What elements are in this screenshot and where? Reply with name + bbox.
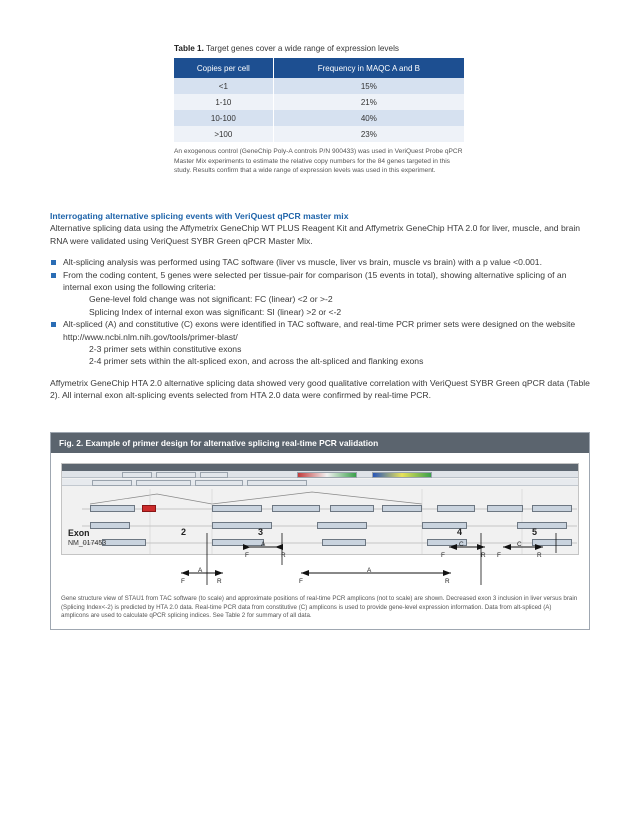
table-1 — [174, 44, 464, 176]
table-header-row — [174, 58, 464, 78]
figure-caption: Gene structure view of STAU1 from TAC software (to scale) and approximate positions of real-time PCR amplicons (not to scale) are shown. Decreased exon 3 inclusion in liver versus brain (Splicing Index<-2) is predicted by HTA 2.0 data. Real-time PCR data from constitutive (C) amplicons is used to provide gene-level expression information. Data from alt-spliced (A) amplicons are used to calculate qPCR splicing indices. See Table 2 for summary of all data. — [61, 595, 578, 620]
table-cell: 23% — [273, 126, 464, 142]
transcript-id: NM_017453 — [68, 540, 107, 547]
sub-item: 2-4 primer sets within the alt-spliced exon, and across the alt-spliced and flanking exons — [89, 356, 424, 367]
primer-label: F — [245, 552, 249, 559]
table-1-caption — [174, 44, 464, 53]
amplicon-label: C — [459, 541, 464, 548]
intro-paragraph: Alternative splicing data using the Affymetrix GeneChip WT PLUS Reagent Kit and Affymetrix GeneChip HTA 2.0 for liver, muscle, and brain RNA were validated using VeriQuest SYBR Green qPCR Master Mix. — [50, 223, 581, 246]
exon-box — [382, 505, 422, 512]
table-row — [174, 110, 464, 126]
primer-label: R — [445, 578, 450, 585]
list-item — [50, 256, 590, 268]
exon-label: Exon — [68, 528, 90, 538]
exon-number-4: 4 — [457, 527, 463, 537]
amplicon-label: C — [517, 541, 522, 548]
table-cell: 1-10 — [174, 94, 273, 110]
primer-label: R — [481, 552, 486, 559]
exon-box — [437, 505, 475, 512]
exon-number-2: 2 — [181, 527, 187, 537]
forward-primer-arrow — [243, 544, 251, 550]
primer-label: R — [281, 552, 286, 559]
table-row — [174, 126, 464, 142]
list-item-text: Alt-splicing analysis was performed using TAC software (liver vs muscle, liver vs brain, muscle vs brain) with a p value <0.001. — [63, 257, 542, 268]
exon-box — [272, 505, 320, 512]
forward-primer-arrow — [503, 544, 511, 550]
table-1-note: An exogenous control (GeneChip Poly-A controls P/N 900433) was used in VeriQuest Probe qPCR Master Mix experiments to estimate the relative copy numbers for the 84 genes targeted in this study. Results confirm that a wide range of expression levels was used in this experiment. — [174, 148, 463, 175]
header-frequency: Frequency in MAQC A and B — [273, 58, 464, 78]
forward-primer-arrow — [181, 570, 189, 576]
exon-number-5: 5 — [532, 527, 538, 537]
table-cell: >100 — [174, 126, 273, 142]
sub-item: Splicing Index of internal exon was significant: SI (linear) >2 or <-2 — [89, 306, 342, 317]
table-cell: 15% — [273, 78, 464, 94]
header-copies-per-cell: Copies per cell — [174, 58, 273, 78]
primer-label: F — [181, 578, 185, 585]
amplicon-label: A — [261, 541, 266, 548]
amplicon-label: A — [198, 567, 203, 574]
table-cell: <1 — [174, 78, 273, 94]
figure-title: Fig. 2. Example of primer design for alternative splicing real-time PCR validation — [51, 433, 589, 453]
criteria-list — [50, 256, 590, 368]
exon-box — [330, 505, 374, 512]
table-cell: 21% — [273, 94, 464, 110]
sub-item: 2-3 primer sets within constitutive exons — [89, 344, 242, 355]
reverse-primer-arrow — [275, 544, 283, 550]
table-row — [174, 78, 464, 94]
list-item-text: Alt-spliced (A) and constitutive (C) exons were identified in TAC software, and real-time PCR primer sets were designed on the website http://www.ncbi.nlm.nih.gov/tools/primer-blast/ — [63, 319, 576, 342]
closing-paragraph: Affymetrix GeneChip HTA 2.0 alternative splicing data showed very good qualitative correlation with VeriQuest SYBR Green qPCR data (Table 2). All internal exon alt-splicing events selected from HTA 2.0 data were confirmed by real-time PCR. — [50, 377, 590, 401]
section-heading: Interrogating alternative splicing events with VeriQuest qPCR master mix — [50, 211, 349, 221]
reverse-primer-arrow — [443, 570, 451, 576]
list-item — [50, 318, 590, 368]
figure-2 — [50, 432, 590, 630]
primer-label: R — [537, 552, 542, 559]
amplicon-diagram — [51, 525, 591, 595]
exon-box — [487, 505, 523, 512]
expression-table — [174, 58, 464, 142]
primer-label: R — [217, 578, 222, 585]
primer-label: F — [497, 552, 501, 559]
section-body — [50, 210, 590, 411]
list-item-text: From the coding content, 5 genes were selected per tissue-pair for comparison (15 events in total), showing alternative splicing of an internal exon using the following criteria: — [63, 269, 567, 293]
primer-label: F — [299, 578, 303, 585]
primer-label: F — [441, 552, 445, 559]
bullet-icon — [51, 273, 56, 278]
bullet-icon — [51, 322, 56, 327]
exon-box — [90, 505, 135, 512]
exon-box — [532, 505, 572, 512]
reverse-primer-arrow — [215, 570, 223, 576]
table-cell: 40% — [273, 110, 464, 126]
table-cell: 10-100 — [174, 110, 273, 126]
exon-number-3: 3 — [258, 527, 264, 537]
sub-item: Gene-level fold change was not significant: FC (linear) <2 or >-2 — [89, 294, 333, 305]
forward-primer-arrow — [301, 570, 309, 576]
intron-line — [212, 492, 422, 504]
list-item — [50, 269, 590, 319]
table-1-caption-text: Target genes cover a wide range of expression levels — [203, 44, 399, 53]
forward-primer-arrow — [449, 544, 457, 550]
intron-line — [90, 494, 212, 504]
alt-spliced-exon-box — [142, 505, 156, 512]
table-1-caption-label: Table 1. — [174, 44, 204, 53]
reverse-primer-arrow — [535, 544, 543, 550]
exon-box — [212, 505, 262, 512]
amplicon-label: A — [367, 567, 372, 574]
bullet-icon — [51, 260, 56, 265]
table-row — [174, 94, 464, 110]
